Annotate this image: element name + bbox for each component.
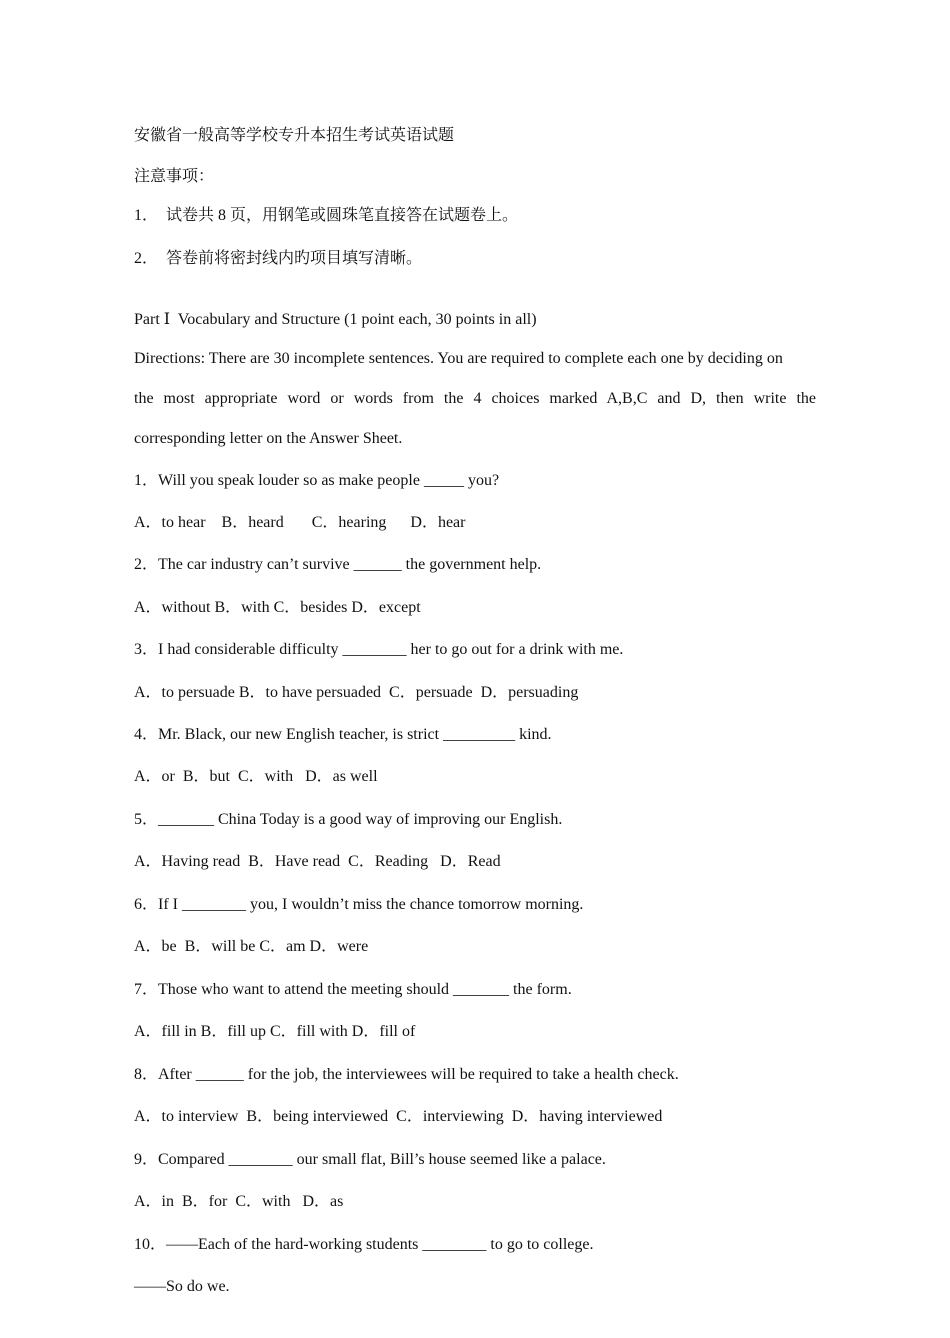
question-stem: 5．_______ China Today is a good way of improving our English. (134, 811, 563, 828)
question-stem: 4．Mr. Black, our new English teacher, is strict _________ kind. (134, 726, 552, 743)
document-title: 安徽省一般高等学校专升本招生考试英语试题 (134, 127, 455, 144)
directions-line: Directions: There are 30 incomplete sentences. You are required to complete each one by deciding on (134, 350, 783, 367)
question-options: ——So do we. (134, 1278, 230, 1295)
question-stem: 1．Will you speak louder so as make people _____ you? (134, 472, 500, 489)
question-options: A．in B．for C．with D．as (134, 1193, 344, 1210)
notice-item: 1． 试卷共 8 页，用钢笔或圆珠笔直接答在试题卷上。 (134, 207, 519, 224)
question-stem: 10．——Each of the hard-working students ________ to go to college. (134, 1236, 594, 1253)
question-options: A．to interview B．being interviewed C．interviewing D．having interviewed (134, 1108, 663, 1125)
question-options: A．or B．but C．with D．as well (134, 768, 378, 785)
question-stem: 3．I had considerable difficulty ________ her to go out for a drink with me. (134, 641, 624, 658)
question-options: A．fill in B．fill up C．fill with D．fill of (134, 1023, 416, 1040)
directions-line: the most appropriate word or words from the 4 choices marked A,B,C and D, then write the (134, 390, 816, 407)
directions-line: corresponding letter on the Answer Sheet. (134, 430, 403, 447)
question-stem: 7．Those who want to attend the meeting should _______ the form. (134, 981, 572, 998)
question-options: A．to persuade B．to have persuaded C．persuade D．persuading (134, 684, 579, 701)
part-heading: Part Ⅰ Vocabulary and Structure (1 point each, 30 points in all) (134, 311, 537, 328)
question-options: A．to hear B．heard C．hearing D．hear (134, 514, 466, 531)
question-stem: 8．After ______ for the job, the interviewees will be required to take a health check. (134, 1066, 679, 1083)
notice-item: 2． 答卷前将密封线内旳项目填写清晰。 (134, 250, 423, 267)
notice-heading: 注意事项： (134, 168, 215, 185)
question-options: A．without B．with C．besides D．except (134, 599, 421, 616)
question-options: A．Having read B．Have read C．Reading D．Read (134, 853, 501, 870)
question-stem: 9．Compared ________ our small flat, Bill’s house seemed like a palace. (134, 1151, 606, 1168)
question-stem: 2．The car industry can’t survive ______ the government help. (134, 556, 542, 573)
question-stem: 6．If I ________ you, I wouldn’t miss the chance tomorrow morning. (134, 896, 584, 913)
question-options: A．be B．will be C．am D．were (134, 938, 369, 955)
